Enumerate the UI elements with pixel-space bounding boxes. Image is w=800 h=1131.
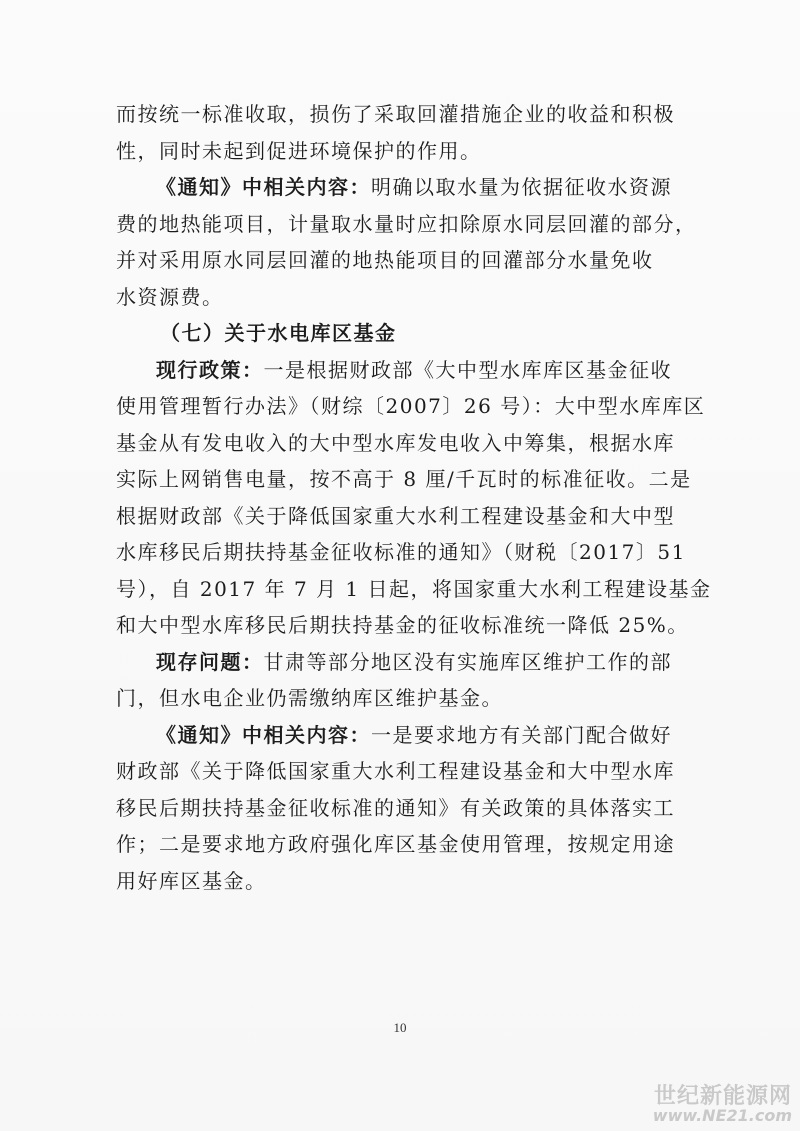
paragraph-label: 现行政策： <box>156 357 264 382</box>
paragraph-label: 现存问题： <box>156 649 264 674</box>
text-line: 性，同时未起到促进环境保护的作用。 <box>116 138 482 163</box>
text-line: 作；二是要求地方政府强化库区基金使用管理，按规定用途 <box>116 832 675 856</box>
text-line: 使用管理暂行办法》（财综〔2007〕26 号）：大中型水库库区 <box>116 394 706 418</box>
text-line: 实际上网销售电量，按不高于 8 厘/千瓦时的标准征收。二是 <box>116 467 692 491</box>
text-line: 财政部《关于降低国家重大水利工程建设基金和大中型水库 <box>116 759 675 783</box>
text-line: 水库移民后期扶持基金征收标准的通知》（财税〔2017〕51 <box>116 540 686 564</box>
text-line: 用好库区基金。 <box>116 868 267 893</box>
text-fragment: 甘肃等部分地区没有实施库区维护工作的部 <box>263 649 672 674</box>
paragraph-current-policy <box>116 352 712 644</box>
text-line: 和大中型水库移民后期扶持基金的征收标准统一降低 25%。 <box>116 613 689 637</box>
text-line: 移民后期扶持基金征收标准的通知》有关政策的具体落实工 <box>116 795 675 820</box>
paragraph-label: 《通知》中相关内容： <box>156 722 371 747</box>
paragraph-notice-content-reservoir <box>116 717 684 900</box>
text-fragment: 明确以取水量为依据征收水资源 <box>371 175 672 199</box>
paragraph-existing-problem <box>116 644 684 717</box>
section-heading: （七）关于水电库区基金 <box>160 321 397 345</box>
text-line <box>116 644 684 681</box>
paragraph-label: 《通知》中相关内容： <box>156 175 371 199</box>
text-line: 而按统一标准收取，损伤了采取回灌措施企业的收益和积极 <box>116 102 675 126</box>
watermark-url: www.NE21.com <box>652 1106 792 1126</box>
watermark-logo-text: 世纪新能源网 <box>653 1084 792 1110</box>
text-line <box>116 169 684 206</box>
page-number: 10 <box>393 1020 407 1035</box>
text-line: 水资源费。 <box>116 284 224 309</box>
paragraph-notice-content-geothermal <box>116 169 697 315</box>
text-fragment: 一是要求地方有关部门配合做好 <box>371 722 672 747</box>
text-line: 门，但水电企业仍需缴纳库区维护基金。 <box>116 686 503 710</box>
text-line <box>116 717 684 754</box>
text-line: 费的地热能项目，计量取水量时应扣除原水同层回灌的部分， <box>116 211 697 236</box>
text-line: 并对采用原水同层回灌的地热能项目的回灌部分水量免收 <box>116 248 654 272</box>
paragraph-continuation <box>116 96 684 169</box>
text-line: 根据财政部《关于降低国家重大水利工程建设基金和大中型 <box>116 503 675 528</box>
text-line: 基金从有发电收入的大中型水库发电收入中筹集，根据水库 <box>116 430 675 455</box>
document-body <box>116 96 712 899</box>
site-watermark <box>653 1085 792 1125</box>
text-line <box>116 352 684 389</box>
text-line: 号），自 2017 年 7 月 1 日起，将国家重大水利工程建设基金 <box>116 576 712 601</box>
text-fragment: 一是根据财政部《大中型水库库区基金征收 <box>263 357 672 382</box>
